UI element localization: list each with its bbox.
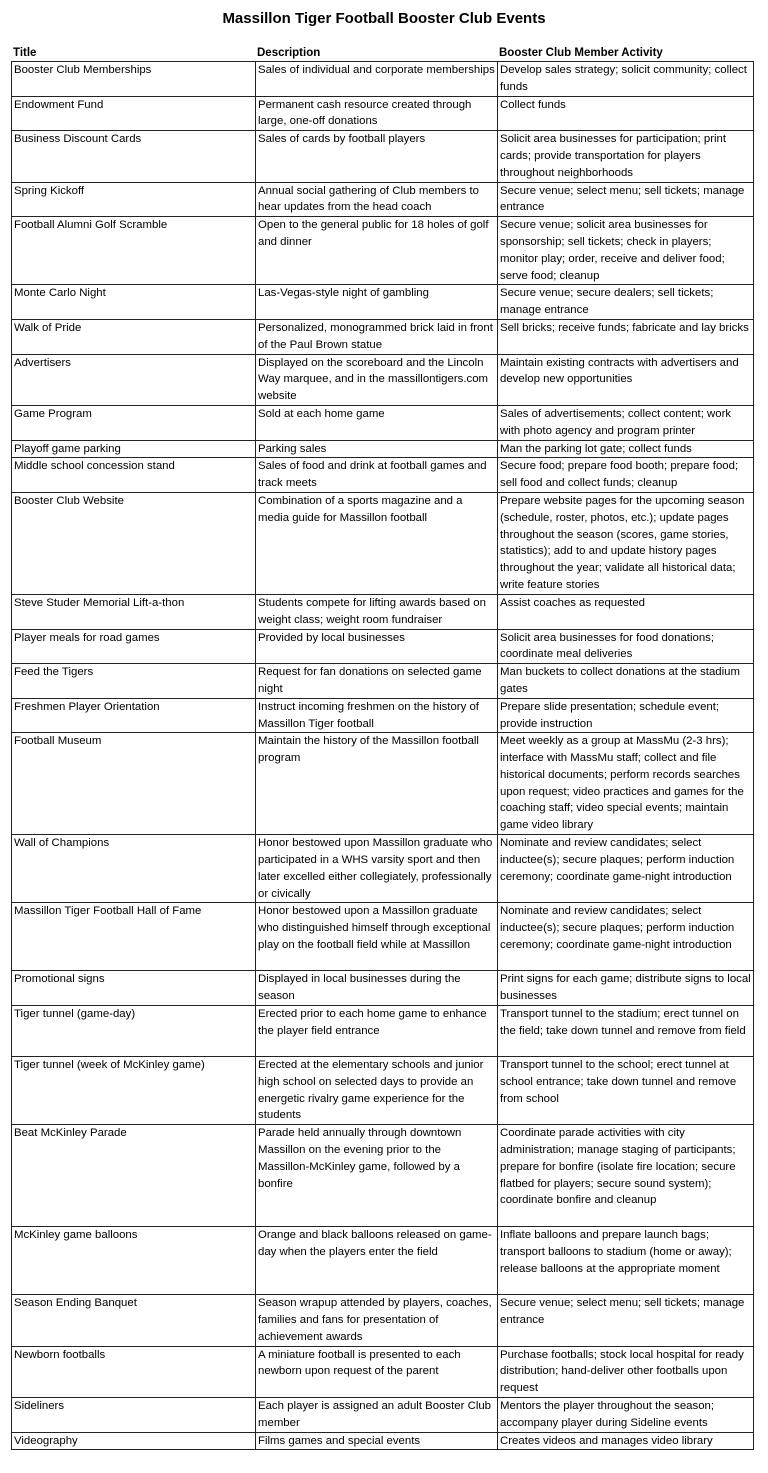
event-activity-cell: Purchase footballs; stock local hospital for ready distribution; hand-deliver other footballs upon request (498, 1346, 754, 1397)
event-description-cell: Parking sales (256, 440, 498, 458)
table-row (12, 354, 754, 405)
page-title: Massillon Tiger Football Booster Club Events (222, 10, 546, 27)
event-title-cell: Wall of Champions (12, 835, 256, 903)
table-row (12, 1398, 754, 1433)
event-description-cell: Parade held annually through downtown Massillon on the evening prior to the Massillon-McKinley game, followed by a bonfire (256, 1125, 498, 1227)
event-title-cell: Booster Club Memberships (12, 62, 256, 97)
table-row (12, 1227, 754, 1295)
event-description-cell: Sales of cards by football players (256, 131, 498, 182)
table-row (12, 405, 754, 440)
event-title-cell: Season Ending Banquet (12, 1295, 256, 1346)
table-row (12, 285, 754, 320)
column-header-description: Description (257, 47, 321, 59)
table-row (12, 62, 754, 97)
event-activity-cell: Meet weekly as a group at MassMu (2-3 hrs); interface with MassMu staff; collect and file historical documents; perform records searches upon request; video practices and games for the coaching staff; video special events; maintain game video library (498, 733, 754, 835)
table-row (12, 698, 754, 733)
table-row (12, 629, 754, 664)
event-title-cell: Sideliners (12, 1398, 256, 1433)
event-activity-cell: Mentors the player throughout the season; accompany player during Sideline events (498, 1398, 754, 1433)
event-title-cell: McKinley game balloons (12, 1227, 256, 1295)
event-activity-cell: Transport tunnel to the school; erect tunnel at school entrance; take down tunnel and remove from school (498, 1057, 754, 1125)
column-header-title: Title (13, 47, 37, 59)
event-title-cell: Football Alumni Golf Scramble (12, 217, 256, 285)
event-title-cell: Walk of Pride (12, 319, 256, 354)
event-activity-cell: Secure venue; solicit area businesses for sponsorship; sell tickets; check in players; monitor play; order, receive and deliver food; serve food; cleanup (498, 217, 754, 285)
event-description-cell: Maintain the history of the Massillon football program (256, 733, 498, 835)
event-description-cell: Sales of individual and corporate memberships (256, 62, 498, 97)
event-title-cell: Playoff game parking (12, 440, 256, 458)
event-activity-cell: Develop sales strategy; solicit community; collect funds (498, 62, 754, 97)
event-title-cell: Spring Kickoff (12, 182, 256, 217)
table-row (12, 182, 754, 217)
event-activity-cell: Print signs for each game; distribute signs to local businesses (498, 971, 754, 1006)
event-activity-cell: Collect funds (498, 96, 754, 131)
event-title-cell: Steve Studer Memorial Lift-a-thon (12, 594, 256, 629)
event-title-cell: Business Discount Cards (12, 131, 256, 182)
table-row (12, 1125, 754, 1227)
event-activity-cell: Sales of advertisements; collect content; work with photo agency and program printer (498, 405, 754, 440)
event-title-cell: Beat McKinley Parade (12, 1125, 256, 1227)
event-description-cell: Combination of a sports magazine and a media guide for Massillon football (256, 492, 498, 594)
event-description-cell: Displayed in local businesses during the season (256, 971, 498, 1006)
table-row (12, 131, 754, 182)
event-description-cell: Season wrapup attended by players, coaches, families and fans for presentation of achievement awards (256, 1295, 498, 1346)
event-activity-cell: Secure venue; select menu; sell tickets; manage entrance (498, 182, 754, 217)
event-activity-cell: Assist coaches as requested (498, 594, 754, 629)
table-row (12, 458, 754, 493)
event-description-cell: Students compete for lifting awards based on weight class; weight room fundraiser (256, 594, 498, 629)
event-activity-cell: Sell bricks; receive funds; fabricate and lay bricks (498, 319, 754, 354)
table-row (12, 1057, 754, 1125)
event-description-cell: Permanent cash resource created through large, one-off donations (256, 96, 498, 131)
event-title-cell: Endowment Fund (12, 96, 256, 131)
event-activity-cell: Transport tunnel to the stadium; erect tunnel on the field; take down tunnel and remove from field (498, 1006, 754, 1057)
event-title-cell: Massillon Tiger Football Hall of Fame (12, 903, 256, 971)
event-description-cell: Sales of food and drink at football games and track meets (256, 458, 498, 493)
event-description-cell: Sold at each home game (256, 405, 498, 440)
event-description-cell: Annual social gathering of Club members to hear updates from the head coach (256, 182, 498, 217)
event-description-cell: Each player is assigned an adult Booster Club member (256, 1398, 498, 1433)
event-title-cell: Middle school concession stand (12, 458, 256, 493)
table-row (12, 1295, 754, 1346)
table-row (12, 96, 754, 131)
event-description-cell: Honor bestowed upon Massillon graduate who participated in a WHS varsity sport and then later excelled either collegiately, professionally or civically (256, 835, 498, 903)
table-row (12, 971, 754, 1006)
event-title-cell: Tiger tunnel (week of McKinley game) (12, 1057, 256, 1125)
event-activity-cell: Nominate and review candidates; select inductee(s); secure plaques; perform induction ceremony; coordinate game-night introduction (498, 903, 754, 971)
table-row (12, 1432, 754, 1450)
event-activity-cell: Prepare website pages for the upcoming season (schedule, roster, photos, etc.); update pages throughout the season (scores, game stories, statistics); add to and update history pages throughout the year; validate all historical data; write feature stories (498, 492, 754, 594)
table-row (12, 217, 754, 285)
event-activity-cell: Prepare slide presentation; schedule event; provide instruction (498, 698, 754, 733)
table-row (12, 319, 754, 354)
event-description-cell: A miniature football is presented to each newborn upon request of the parent (256, 1346, 498, 1397)
event-title-cell: Football Museum (12, 733, 256, 835)
event-activity-cell: Creates videos and manages video library (498, 1432, 754, 1450)
event-activity-cell: Secure venue; secure dealers; sell tickets; manage entrance (498, 285, 754, 320)
event-title-cell: Advertisers (12, 354, 256, 405)
event-title-cell: Booster Club Website (12, 492, 256, 594)
event-title-cell: Promotional signs (12, 971, 256, 1006)
event-title-cell: Monte Carlo Night (12, 285, 256, 320)
event-description-cell: Provided by local businesses (256, 629, 498, 664)
event-activity-cell: Man buckets to collect donations at the stadium gates (498, 664, 754, 699)
event-activity-cell: Man the parking lot gate; collect funds (498, 440, 754, 458)
event-activity-cell: Maintain existing contracts with advertisers and develop new opportunities (498, 354, 754, 405)
events-table (11, 61, 754, 1450)
table-row (12, 835, 754, 903)
table-row (12, 1346, 754, 1397)
table-row (12, 1006, 754, 1057)
table-row (12, 594, 754, 629)
event-description-cell: Personalized, monogrammed brick laid in front of the Paul Brown statue (256, 319, 498, 354)
event-title-cell: Freshmen Player Orientation (12, 698, 256, 733)
table-row (12, 903, 754, 971)
event-description-cell: Orange and black balloons released on game-day when the players enter the field (256, 1227, 498, 1295)
event-activity-cell: Nominate and review candidates; select inductee(s); secure plaques; perform induction ceremony; coordinate game-night introduction (498, 835, 754, 903)
event-activity-cell: Inflate balloons and prepare launch bags; transport balloons to stadium (home or away); release balloons at the appropriate moment (498, 1227, 754, 1295)
event-description-cell: Erected prior to each home game to enhance the player field entrance (256, 1006, 498, 1057)
event-title-cell: Videography (12, 1432, 256, 1450)
table-row (12, 664, 754, 699)
event-activity-cell: Secure venue; select menu; sell tickets; manage entrance (498, 1295, 754, 1346)
event-description-cell: Erected at the elementary schools and junior high school on selected days to provide an energetic rivalry game experience for the students (256, 1057, 498, 1125)
event-title-cell: Feed the Tigers (12, 664, 256, 699)
event-title-cell: Player meals for road games (12, 629, 256, 664)
event-title-cell: Newborn footballs (12, 1346, 256, 1397)
event-activity-cell: Secure food; prepare food booth; prepare food; sell food and collect funds; cleanup (498, 458, 754, 493)
event-description-cell: Request for fan donations on selected game night (256, 664, 498, 699)
event-description-cell: Las-Vegas-style night of gambling (256, 285, 498, 320)
event-title-cell: Game Program (12, 405, 256, 440)
event-activity-cell: Solicit area businesses for food donations; coordinate meal deliveries (498, 629, 754, 664)
column-header-activity: Booster Club Member Activity (499, 47, 663, 59)
event-description-cell: Honor bestowed upon a Massillon graduate who distinguished himself through exceptional play on the football field while at Massillon (256, 903, 498, 971)
event-description-cell: Instruct incoming freshmen on the history of Massillon Tiger football (256, 698, 498, 733)
event-description-cell: Displayed on the scoreboard and the Lincoln Way marquee, and in the massillontigers.com website (256, 354, 498, 405)
event-title-cell: Tiger tunnel (game-day) (12, 1006, 256, 1057)
table-row (12, 733, 754, 835)
event-description-cell: Open to the general public for 18 holes of golf and dinner (256, 217, 498, 285)
table-row (12, 492, 754, 594)
event-activity-cell: Coordinate parade activities with city administration; manage staging of participants; prepare for bonfire (isolate fire location; secure flatbed for players; secure sound system); coordinate bonfire and cleanup (498, 1125, 754, 1227)
events-table-body (12, 62, 754, 1450)
event-activity-cell: Solicit area businesses for participation; print cards; provide transportation for players throughout neighborhoods (498, 131, 754, 182)
event-description-cell: Films games and special events (256, 1432, 498, 1450)
table-row (12, 440, 754, 458)
